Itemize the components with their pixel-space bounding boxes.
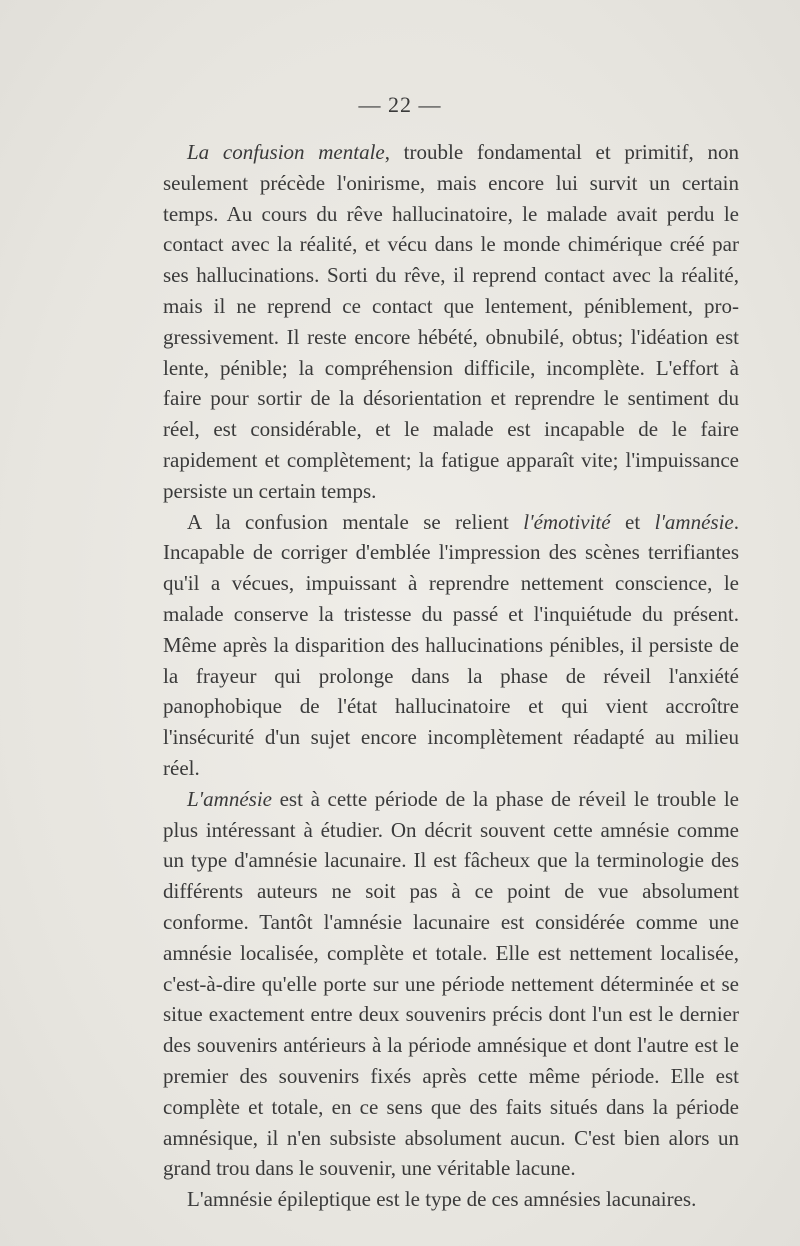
term-amnesie: l'amnésie: [654, 509, 734, 534]
paragraph-text: A la confusion mentale se relient: [187, 509, 524, 534]
paragraph-amnesie-lacunaire: [163, 784, 739, 1184]
paragraph-emotivite-amnesie: [163, 507, 739, 784]
term-emotivite: l'émotivité: [523, 509, 611, 534]
term-confusion-mentale: La confusion mentale: [187, 140, 385, 164]
paragraph-text: et: [610, 509, 655, 534]
paragraph-text: L'amnésie épileptique est le type de ces amnésies lacunaires.: [187, 1187, 697, 1212]
paragraph-text: , trouble fondamental et primitif, non seulement précède l'onirisme, mais encore lui survit un certain temps. Au cours du rêve hallucinatoire, le malade avait perdu le contact avec la réalité, et vécu dans le monde chimérique créé par ses hallucinations. Sorti du rêve, il reprend contact avec la réalité, mais il ne reprend ce contact que lentement, péniblement, progressivement. Il reste encore hébété, obnubilé, obtus; l'idéation est lente, pénible; la compréhension difficile, incomplète. L'effort à faire pour sortir de la désorientation et reprendre le sentiment du réel, est considérable, et le malade est incapable de le faire rapidement et complètement; la fatigue apparaît vite; l'impuissance persiste un certain temps.: [163, 140, 739, 503]
paragraph-text: . Incapable de corriger d'emblée l'impression des scènes terrifiantes qu'il a vécues, impuissant à reprendre nettement conscience, le malade conserve la tristesse du passé et l'inquiétude du présent. Même après la disparition des hallucinations pénibles, il persiste de la frayeur qui prolonge dans la phase de réveil l'anxiété panophobique de l'état hallucinatoire et qui vient accroître l'insécurité d'un sujet encore incomplètement réadapté au milieu réel.: [163, 509, 739, 780]
page-number: — 22 —: [358, 92, 442, 117]
paragraph-confusion-mentale: [163, 137, 739, 507]
term-amnesie-lead: L'amnésie: [187, 786, 272, 811]
paragraph-text: est à cette période de la phase de réveil le trouble le plus intéressant à étudier. On décrit souvent cette amnésie comme un type d'amnésie lacunaire. Il est fâcheux que la terminologie des différents auteurs ne soit pas à ce point de vue absolument conforme. Tantôt l'amnésie lacunaire est considérée comme une amnésie localisée, complète et totale. Elle est nettement localisée, c'est-à-dire qu'elle porte sur une période nettement déterminée et se situe exactement entre deux souvenirs précis dont l'un est le dernier des souvenirs antérieurs à la période amnésique et dont l'autre est le premier des souvenirs fixés après cette même période. Elle est complète et totale, en ce sens que des faits situés dans la période amnésique, il n'en subsiste absolument aucun. C'est bien alors un grand trou dans le souvenir, une véritable lacune.: [163, 786, 739, 1181]
body-text: [163, 137, 739, 1215]
paragraph-amnesie-epileptique: [163, 1184, 739, 1215]
